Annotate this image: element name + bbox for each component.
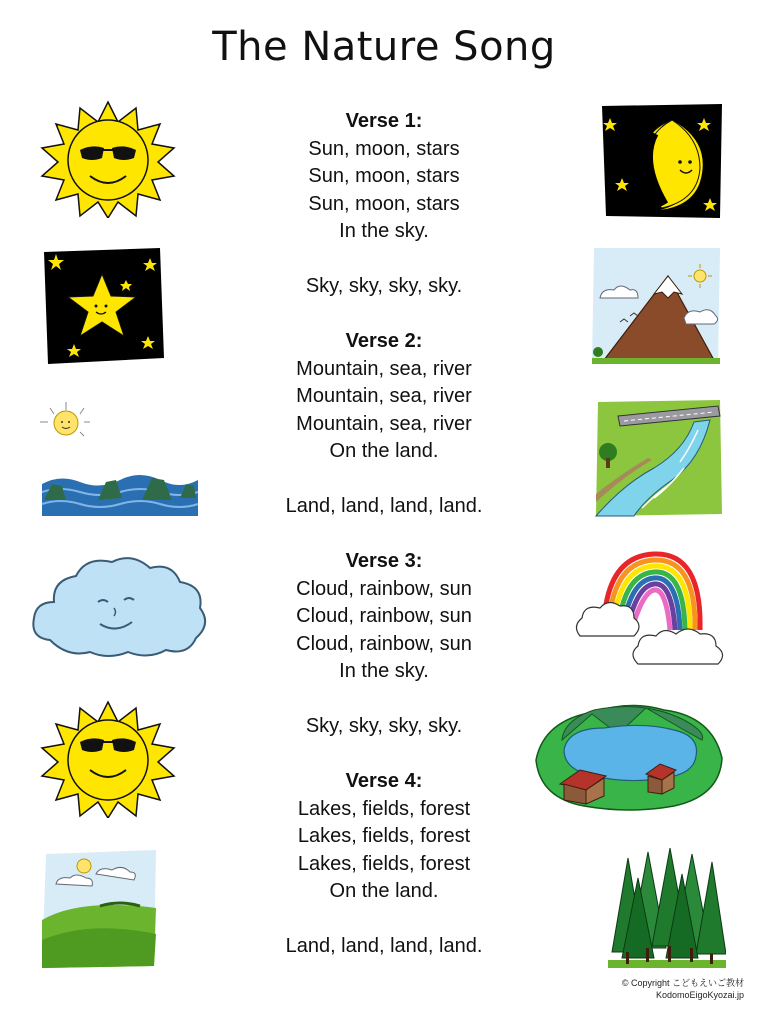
lyric-line: Cloud, rainbow, sun xyxy=(296,632,472,655)
lyric-line: Mountain, sea, river xyxy=(296,412,472,435)
lyric-line: Lakes, fields, forest xyxy=(297,825,471,847)
lyric-line: Sun, moon, stars xyxy=(308,192,460,215)
lyric-line: Mountain, sea, river xyxy=(296,385,472,407)
star-night-illustration xyxy=(40,246,166,366)
lyric-line: Cloud, rainbow, sun xyxy=(296,577,472,600)
forest-illustration xyxy=(608,848,726,972)
lyric-line: In the sky. xyxy=(339,660,429,682)
copyright-site: KodomoEigoKyozai.jp xyxy=(655,990,744,1000)
sun-sunglasses-illustration xyxy=(38,100,178,218)
lyric-line: Sun, moon, stars xyxy=(308,137,460,160)
verse-heading: Verse 4: xyxy=(345,770,423,792)
crescent-moon-illustration xyxy=(600,102,724,220)
smiling-cloud-illustration xyxy=(28,552,214,660)
refrain-line: Land, land, land, land. xyxy=(285,495,483,517)
sun-sunglasses-illustration-2 xyxy=(38,700,178,818)
lake-houses-illustration xyxy=(534,700,724,812)
refrain-line: Sky, sky, sky, sky. xyxy=(305,275,463,297)
lyric-line: Lakes, fields, forest xyxy=(297,797,471,820)
copyright-notice xyxy=(560,977,744,1001)
verse-heading: Verse 1: xyxy=(345,110,423,132)
verse-heading: Verse 3: xyxy=(345,550,423,572)
page-title: The Nature Song xyxy=(212,24,556,70)
lyric-line: In the sky. xyxy=(339,220,429,242)
lyrics xyxy=(234,108,534,961)
verse-heading: Verse 2: xyxy=(345,330,423,352)
lyric-line: Cloud, rainbow, sun xyxy=(296,605,472,627)
lyric-line: On the land. xyxy=(329,440,439,462)
rainbow-illustration xyxy=(572,546,728,672)
river-illustration xyxy=(594,398,724,518)
copyright-line: © Copyright こどもえいご教材 xyxy=(621,978,744,988)
refrain-line: Land, land, land, land. xyxy=(285,935,483,957)
lyric-line: Mountain, sea, river xyxy=(296,357,472,380)
snowy-mountain-illustration xyxy=(590,246,722,366)
green-field-illustration xyxy=(40,850,158,970)
lyric-line: On the land. xyxy=(329,880,439,902)
lyric-line: Lakes, fields, forest xyxy=(297,852,471,875)
sea-sun-illustration xyxy=(40,400,200,520)
refrain-line: Sky, sky, sky, sky. xyxy=(305,715,463,737)
lyric-line: Sun, moon, stars xyxy=(308,165,460,187)
